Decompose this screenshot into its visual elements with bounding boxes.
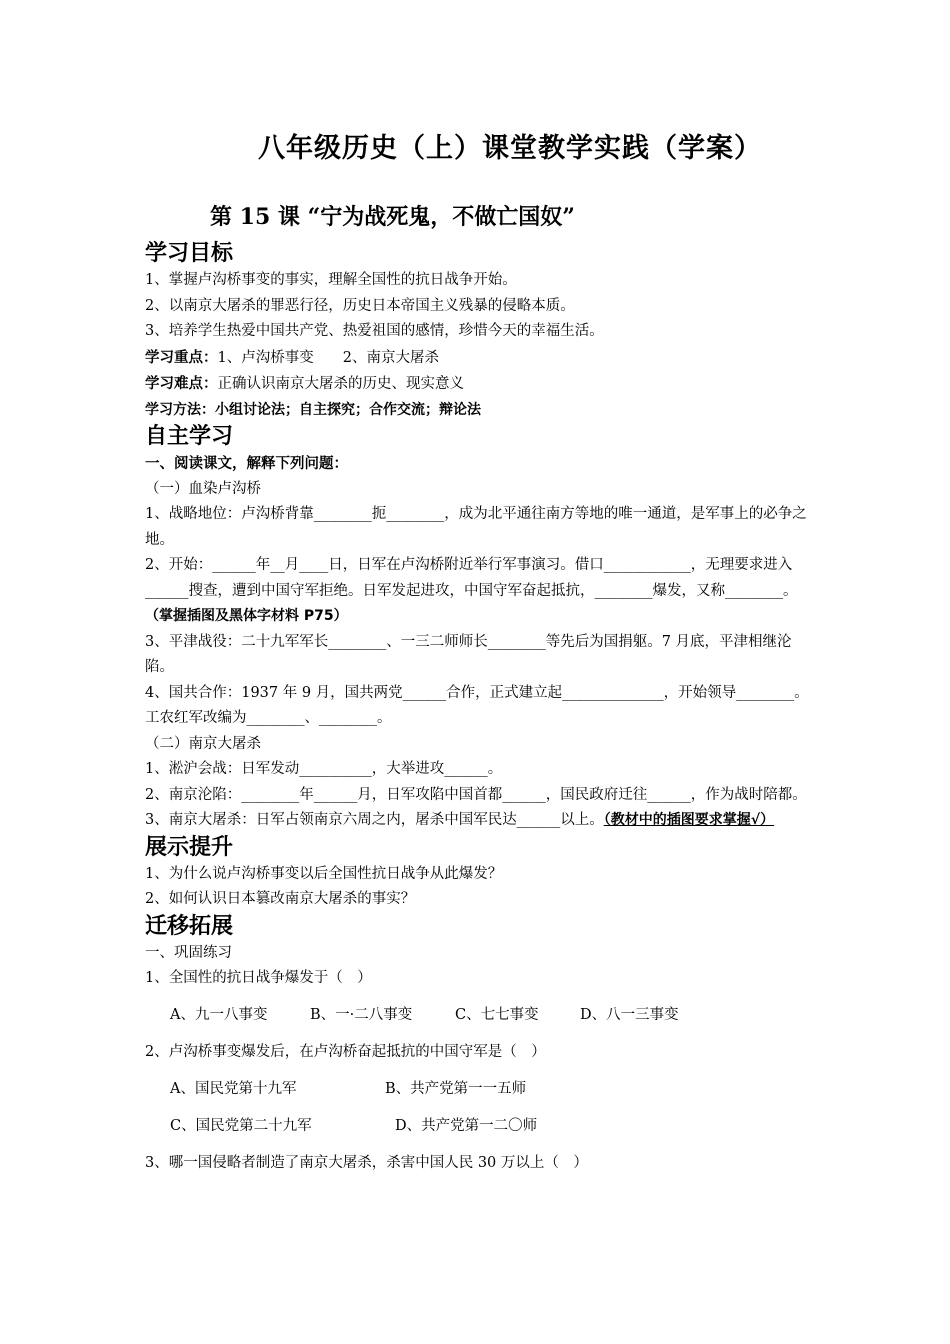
question-text: 3、南京大屠杀：日军占领南京六周之内，屠杀中国军民达______以上。 <box>145 812 604 828</box>
difficult-points <box>145 371 810 398</box>
question-item: 2、南京沦陷：________年______月，日军攻陷中国首都______，国民政府迁往______，作为战时陪都。 <box>145 786 807 803</box>
key-label: 学习重点： <box>145 348 218 366</box>
question-item: 3、平津战役：二十九军军长________、一三二师师长________等先后为国捐躯。7 月底，平津相继沦陷。 <box>145 633 792 675</box>
note-text: （教材中的插图要求掌握√） <box>603 812 775 828</box>
display-item: 2、如何认识日本篡改南京大屠杀的事实？ <box>145 891 416 907</box>
question-item <box>145 553 810 630</box>
option: A、国民党第十九军 <box>170 1081 297 1097</box>
key-text: 1、卢沟桥事变 2、南京大屠杀 <box>217 349 439 366</box>
learning-method: 学习方法：小组讨论法；自主探究；合作交流；辩论法 <box>145 401 481 418</box>
option: D、八一三事变 <box>580 1007 679 1023</box>
option: B、共产党第一一五师 <box>385 1081 527 1097</box>
question-item: 1、淞沪会战：日军发动__________，大举进攻______。 <box>145 761 503 777</box>
self-study-heading: 自主学习 <box>145 424 234 449</box>
difficult-text: 正确认识南京大屠杀的历史、现实意义 <box>217 376 464 392</box>
question-item: 4、国共合作：1937 年 9 月，国共两党______合作，正式建立起______________，开始领导________。工农红军改编为________、________。 <box>145 684 809 726</box>
exercise-options <box>145 1108 810 1145</box>
lesson-title: 第 15 课 “宁为战死鬼，不做亡国奴” <box>210 204 575 230</box>
question-item <box>145 808 810 834</box>
extension-heading: 迁移拓展 <box>145 913 234 939</box>
exercise-question: 3、哪一国侵略者制造了南京大屠杀，杀害中国人民 30 万以上（ ） <box>145 1155 588 1171</box>
goal-item: 3、培养学生热爱中国共产党、热爱祖国的感情，珍惜今天的幸福生活。 <box>145 323 604 339</box>
goal-item: 1、掌握卢沟桥事变的事实，理解全国性的抗日战争开始。 <box>145 272 517 288</box>
display-heading: 展示提升 <box>145 834 234 860</box>
exercise-question: 1、全国性的抗日战争爆发于（ ） <box>145 970 372 986</box>
exercise-options <box>145 1071 810 1108</box>
part1-title: （一）血染卢沟桥 <box>145 480 261 497</box>
option: B、一·二八事变 <box>310 1007 413 1023</box>
self-study-intro: 一、阅读课文，解释下列问题： <box>145 455 348 472</box>
question-item: 1、战略地位：卢沟桥背靠________扼________，成为北平通往南方等地的唯一通道，是军事上的必争之地。 <box>145 506 807 548</box>
option: A、九一八事变 <box>170 1007 268 1023</box>
question-text: 2、开始：______年__月____日，日军在卢沟桥附近举行军事演习。借口____________，无理要求进入______搜查，遭到中国守军拒绝。日军发起进攻，中国守军奋起抵抗，________爆发，又称________。 <box>145 557 798 599</box>
difficult-label: 学习难点： <box>145 375 218 392</box>
display-item: 1、为什么说卢沟桥事变以后全国性抗日战争从此爆发？ <box>145 865 503 882</box>
page-title: 八年级历史（上）课堂教学实践（学案） <box>258 133 762 164</box>
option: C、国民党第二十九军 <box>170 1118 312 1134</box>
note-text: （掌握插图及黑体字材料 P75） <box>145 608 348 624</box>
goals-heading: 学习目标 <box>145 241 234 266</box>
goal-item: 2、以南京大屠杀的罪恶行径，历史日本帝国主义残暴的侵略本质。 <box>145 297 575 314</box>
part2-title: （二）南京大屠杀 <box>145 735 261 752</box>
extension-sub: 一、巩固练习 <box>145 944 232 961</box>
key-points <box>145 345 810 372</box>
exercise-options <box>145 997 810 1034</box>
document-body <box>145 240 810 1182</box>
option: C、七七事变 <box>455 1007 539 1023</box>
option: D、共产党第一二〇师 <box>395 1118 538 1134</box>
exercise-question: 2、卢沟桥事变爆发后，在卢沟桥奋起抵抗的中国守军是（ ） <box>145 1044 546 1060</box>
